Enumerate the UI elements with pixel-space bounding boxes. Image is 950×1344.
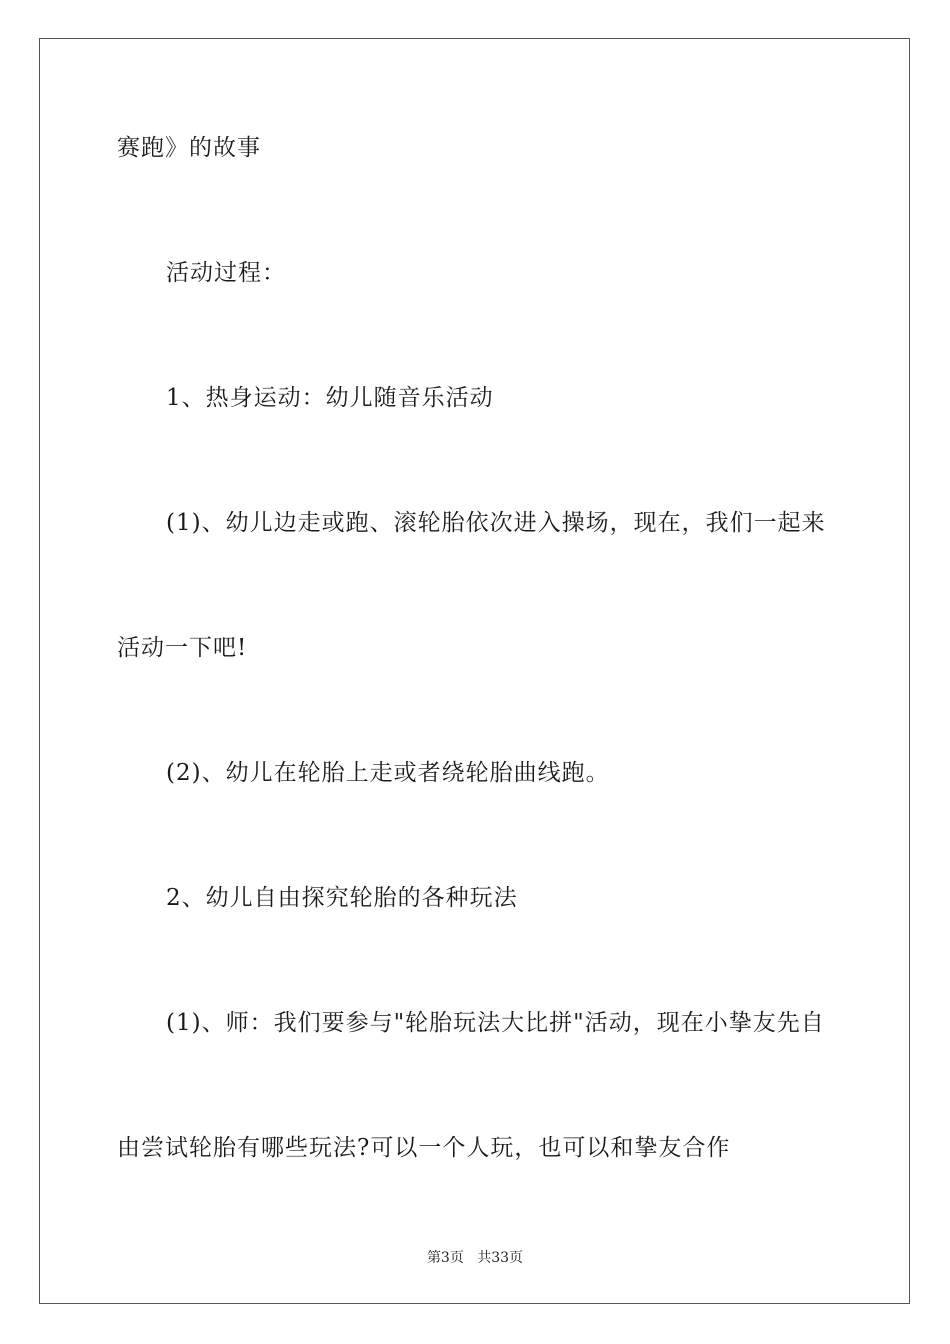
total-pages: 共33页: [477, 1250, 524, 1266]
page-footer: [0, 1249, 950, 1267]
text-line-continuation: 赛跑》的故事: [117, 135, 261, 161]
page-border: [39, 38, 910, 1304]
step-heading-explore: 2、幼儿自由探究轮胎的各种玩法: [166, 885, 518, 911]
page-number: 第3页: [426, 1250, 464, 1266]
paragraph-line: 由尝试轮胎有哪些玩法?可以一个人玩，也可以和挚友合作: [117, 1135, 731, 1161]
section-heading-process: 活动过程：: [166, 260, 286, 286]
paragraph-line: 活动一下吧!: [117, 635, 248, 661]
paragraph-line: (2)、幼儿在轮胎上走或者绕轮胎曲线跑。: [166, 760, 610, 786]
step-heading-warmup: 1、热身运动：幼儿随音乐活动: [166, 385, 494, 411]
paragraph-line: (1)、幼儿边走或跑、滚轮胎依次进入操场，现在，我们一起来: [166, 510, 826, 536]
paragraph-line: (1)、师：我们要参与"轮胎玩法大比拼"活动，现在小挚友先自: [166, 1010, 825, 1036]
